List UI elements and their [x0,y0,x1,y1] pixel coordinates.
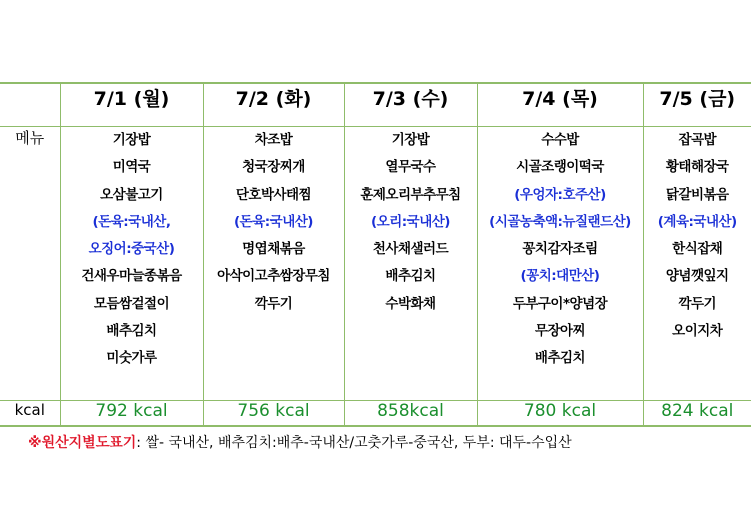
origin-footnote [28,432,572,452]
menu-cell [477,127,643,401]
menu-item: 닭갈비볶음 [665,186,729,203]
menu-item: 한식잡채 [672,241,723,258]
menu-item: 꽁치감자조림 [522,241,598,258]
date-header: 7/5 (금) [643,83,751,127]
footnote-text: : 쌀- 국내산, 배추김치:배추-국내산/고춧가루-중국산, 두부: 대두-수입산 [136,435,572,451]
menu-row [0,127,751,401]
weekly-menu-table [0,82,751,427]
menu-item: 황태해장국 [665,159,729,176]
menu-item: 단호박사태찜 [235,186,312,203]
menu-item: 기장밥 [391,132,430,148]
menu-item: 명엽채볶음 [242,241,305,258]
menu-item: 깍두기 [254,295,293,312]
menu-item: 미역국 [112,159,151,176]
menu-item: 오징어:중국산) [88,241,175,258]
menu-item: 아삭이고추쌈장무침 [217,268,330,285]
menu-cell [203,127,344,401]
menu-item: 기장밥 [112,132,151,148]
kcal-value: 792 kcal [60,401,203,427]
menu-item: 청국장찌개 [242,159,305,176]
menu-cell [344,127,477,401]
menu-item: 배추김치 [534,350,586,367]
kcal-value: 756 kcal [203,401,344,427]
menu-item: (오리:국내산) [371,213,450,230]
menu-item: (꽁치:대만산) [520,268,600,285]
date-header-row [0,83,751,127]
menu-item: 훈제오리부추무침 [360,186,461,203]
date-header: 7/2 (화) [203,83,344,127]
kcal-value: 780 kcal [477,401,643,427]
menu-row-label: 메뉴 [15,129,45,147]
menu-item: (우엉자:호주산) [514,186,606,203]
header-corner [0,83,60,127]
menu-item: 미숫가루 [106,350,157,367]
menu-item: 무장아찌 [534,323,586,340]
menu-item: 모듬쌈겉절이 [93,295,170,312]
menu-item: 건새우마늘종볶음 [81,268,182,285]
kcal-row [0,401,751,427]
menu-item: 두부구이*양념장 [512,295,608,312]
menu-item: 배추김치 [385,268,436,285]
menu-item: 잡곡밥 [678,132,717,148]
menu-item: 수수밥 [541,132,579,148]
menu-item: 양념깻잎지 [665,268,729,285]
menu-cell [643,127,751,401]
kcal-value: 858kcal [344,401,477,427]
kcal-value: 824 kcal [643,401,751,427]
menu-item: 배추김치 [106,323,157,340]
menu-item: (계육:국내산) [657,213,737,230]
date-header: 7/4 (목) [477,83,643,127]
menu-cell [60,127,203,401]
menu-item: 천사채샐러드 [372,241,449,258]
menu-item: 차조밥 [254,132,293,148]
footnote-label: ※원산지별도표기 [28,435,137,451]
kcal-row-label: kcal [0,401,60,427]
menu-item: 수박화채 [385,295,436,312]
menu-item: (돈육:국내산) [234,213,313,230]
menu-item: (시골농축액:뉴질랜드산) [489,213,631,230]
date-header: 7/3 (수) [344,83,477,127]
date-header: 7/1 (월) [60,83,203,127]
menu-item: 열무국수 [385,159,436,176]
menu-item: (돈육:국내산, [92,213,171,230]
menu-item: 오이지차 [672,323,723,340]
menu-item: 깍두기 [678,295,717,312]
menu-item: 시골조랭이떡국 [516,159,604,176]
menu-item: 오삼불고기 [100,186,163,203]
